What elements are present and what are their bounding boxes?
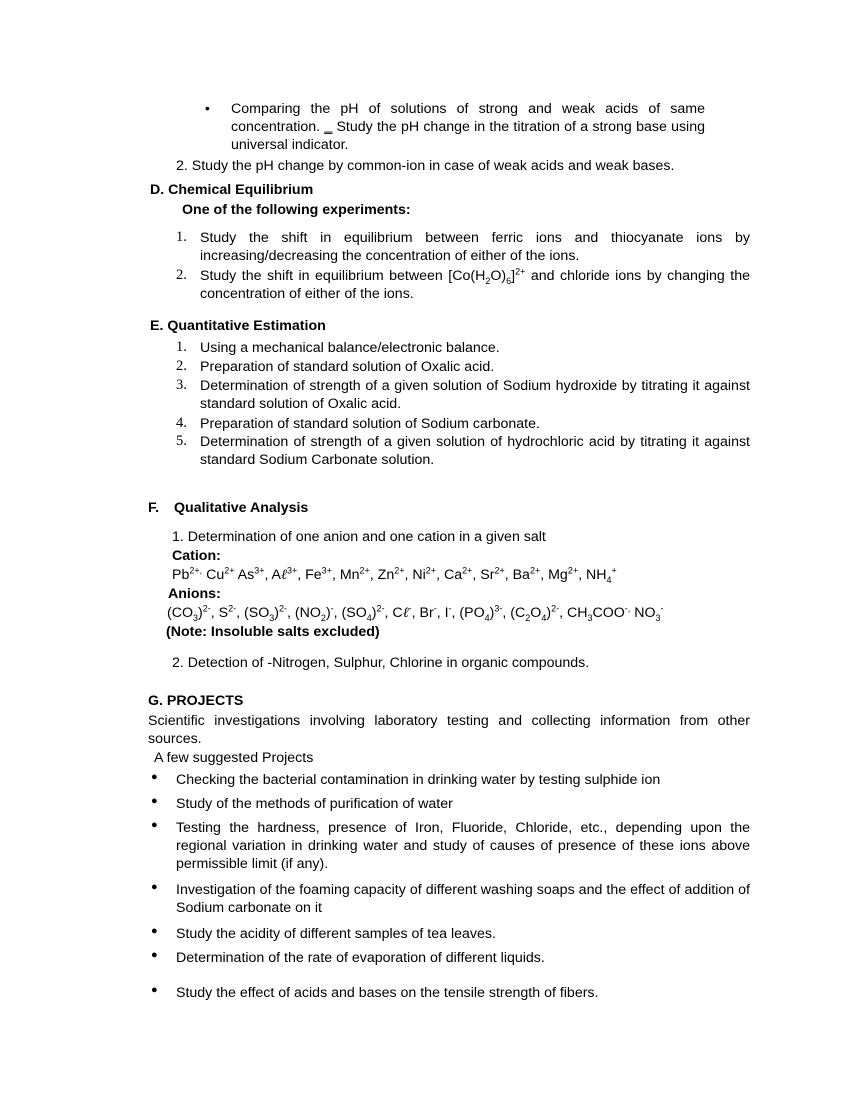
ion-symbol: ) bbox=[489, 605, 495, 621]
superscript: 2- bbox=[551, 603, 560, 614]
superscript: 3- bbox=[494, 603, 503, 614]
list-item-oxalic: Preparation of standard solution of Oxalic acid. bbox=[200, 359, 495, 375]
subscript: 3 bbox=[269, 612, 275, 623]
bullet-marker: ● bbox=[151, 881, 158, 893]
superscript: 2+, bbox=[189, 565, 203, 576]
list-number: 1. bbox=[176, 339, 187, 355]
ion-symbol: , (SO bbox=[236, 605, 270, 621]
list-number: 1. bbox=[176, 229, 187, 245]
anion-ion bbox=[502, 605, 559, 621]
ion-symbol: , Mg bbox=[540, 567, 568, 583]
anion-ion bbox=[211, 605, 236, 621]
ion-symbol: Pb bbox=[172, 567, 190, 583]
ion-symbol: ℓ bbox=[281, 567, 287, 583]
ion-symbol: ℓ bbox=[402, 605, 409, 621]
ion-symbol: (CO bbox=[167, 605, 194, 621]
text-run: Study the shift in equilibrium between [Co(H bbox=[200, 268, 486, 284]
text-run: O) bbox=[490, 268, 507, 284]
ion-symbol: ) bbox=[325, 605, 331, 621]
ion-symbol: , A bbox=[264, 567, 282, 583]
ion-symbol: , Ni bbox=[404, 567, 426, 583]
ion-symbol: , Mn bbox=[331, 567, 360, 583]
subscript: 2 bbox=[525, 612, 531, 623]
note-insoluble: (Note: Insoluble salts excluded) bbox=[166, 624, 380, 640]
ion-symbol: , Ca bbox=[436, 567, 463, 583]
bullet-marker: ● bbox=[151, 819, 158, 831]
project-item: Checking the bacterial contamination in drinking water by testing sulphide ion bbox=[176, 772, 661, 788]
subscript: 6 bbox=[506, 275, 512, 286]
anion-ion bbox=[630, 605, 663, 621]
superscript: -, bbox=[624, 603, 631, 614]
superscript: + bbox=[611, 565, 617, 576]
anion-label: Anions: bbox=[168, 586, 221, 602]
ion-symbol: , Fe bbox=[297, 567, 322, 583]
list-number: 5. bbox=[176, 433, 187, 449]
cation-ion bbox=[405, 567, 437, 583]
item-detection: 2. Detection of -Nitrogen, Sulphur, Chlorine in organic compounds. bbox=[172, 655, 590, 671]
cation-ion bbox=[202, 567, 234, 583]
list-number: 2. bbox=[176, 267, 187, 283]
superscript: 3+ bbox=[321, 565, 332, 576]
ion-symbol: ) bbox=[546, 605, 552, 621]
cation-ion bbox=[540, 567, 578, 583]
section-d-heading: D. Chemical Equilibrium bbox=[150, 182, 314, 198]
superscript: - bbox=[433, 603, 437, 614]
subscript: 2 bbox=[320, 612, 326, 623]
section-g-heading: G. PROJECTS bbox=[148, 693, 244, 709]
project-item: Testing the hardness, presence of Iron, Fluoride, Chloride, etc., depending upon the regional variation in drinking water and study of causes of presence of these ions above permissible limit (if any). bbox=[176, 820, 750, 872]
list-number: 4. bbox=[176, 415, 187, 431]
superscript: 2- bbox=[279, 603, 288, 614]
cation-ion bbox=[332, 567, 370, 583]
cation-ion bbox=[472, 567, 504, 583]
superscript: 2+ bbox=[462, 565, 473, 576]
cation-ion bbox=[578, 567, 617, 583]
ion-symbol: , (NO bbox=[287, 605, 321, 621]
subscript: 4 bbox=[484, 612, 490, 623]
superscript: 2- bbox=[228, 603, 237, 614]
bullet-marker: • bbox=[205, 100, 210, 116]
anion-ion bbox=[334, 605, 385, 621]
section-d-subheading: One of the following experiments: bbox=[182, 202, 411, 218]
cation-ion bbox=[264, 567, 297, 583]
ion-symbol: ) bbox=[371, 605, 377, 621]
project-item: Study the acidity of different samples of tea leaves. bbox=[176, 926, 496, 942]
subscript: 3 bbox=[587, 612, 593, 623]
subscript: 4 bbox=[366, 612, 372, 623]
superscript: - bbox=[660, 603, 664, 614]
anion-ion bbox=[287, 605, 334, 621]
subscript: 3 bbox=[193, 612, 199, 623]
ion-symbol: , C bbox=[384, 605, 403, 621]
ion-symbol: , NH bbox=[578, 567, 607, 583]
superscript: 2+ bbox=[567, 565, 579, 576]
superscript: 2+ bbox=[394, 565, 405, 576]
ion-symbol: NO bbox=[630, 605, 656, 621]
ion-symbol: , Br bbox=[411, 605, 434, 621]
superscript: 2- bbox=[202, 603, 211, 614]
ion-symbol: Cu bbox=[202, 567, 225, 583]
list-item-cobalt bbox=[200, 267, 750, 303]
subscript: 4 bbox=[606, 574, 612, 585]
projects-suggested: A few suggested Projects bbox=[154, 750, 314, 766]
ion-symbol: ) bbox=[198, 605, 203, 621]
superscript: 2+ bbox=[425, 565, 437, 576]
list-number: 2. bbox=[176, 358, 187, 374]
project-item: Investigation of the foaming capacity of different washing soaps and the effect of addition of Sodium carbonate on it bbox=[176, 882, 750, 916]
ion-symbol: , Zn bbox=[369, 567, 395, 583]
bullet-marker: ● bbox=[151, 925, 158, 937]
cation-ion bbox=[436, 567, 472, 583]
bullet-marker: ● bbox=[151, 949, 158, 961]
ion-symbol: ) bbox=[274, 605, 280, 621]
ion-symbol: , Ba bbox=[504, 567, 530, 583]
subscript: 4 bbox=[541, 612, 547, 623]
ion-symbol: O bbox=[530, 605, 542, 621]
section-f-heading: Qualitative Analysis bbox=[174, 500, 309, 516]
cation-ion bbox=[370, 567, 405, 583]
project-item: Study the effect of acids and bases on the tensile strength of fibers. bbox=[176, 985, 599, 1001]
superscript: 2+ bbox=[494, 565, 505, 576]
ion-symbol: , (SO bbox=[333, 605, 367, 621]
cation-ion bbox=[505, 567, 541, 583]
anion-list bbox=[167, 605, 664, 622]
superscript: 2+ bbox=[529, 565, 541, 576]
superscript: - bbox=[408, 603, 412, 614]
list-item-naoh: Determination of strength of a given solution of Sodium hydroxide by titrating it against standard solution of Oxalic acid. bbox=[200, 378, 750, 412]
ion-symbol: As bbox=[234, 567, 255, 583]
ion-symbol: , (C bbox=[502, 605, 526, 621]
cation-ion bbox=[297, 567, 332, 583]
cation-ion bbox=[172, 567, 202, 583]
superscript: - bbox=[330, 603, 334, 614]
anion-ion bbox=[559, 605, 630, 621]
superscript: 2+ bbox=[359, 565, 370, 576]
project-item: Study of the methods of purification of water bbox=[176, 796, 453, 812]
cation-list bbox=[172, 567, 617, 584]
superscript: 2+ bbox=[224, 565, 235, 576]
item-anion-cation: 1. Determination of one anion and one cation in a given salt bbox=[172, 529, 546, 545]
superscript: 2- bbox=[376, 603, 385, 614]
bullet-text-ph-comparison: Comparing the pH of solutions of strong and weak acids of same concentration. ‗ Study the pH change in the titration of a strong base using universal indicator. bbox=[231, 101, 705, 153]
list-item-ferric: Study the shift in equilibrium between ferric ions and thiocyanate ions by increasing/decreasing the concentration of either of the ions. bbox=[200, 230, 750, 264]
superscript: 3+ bbox=[254, 565, 265, 576]
projects-intro: Scientific investigations involving laboratory testing and collecting information from other sources. bbox=[148, 713, 750, 747]
list-item-sodium-carbonate: Preparation of standard solution of Sodium carbonate. bbox=[200, 416, 540, 432]
ion-symbol: COO bbox=[592, 605, 625, 621]
cation-label: Cation: bbox=[172, 548, 221, 564]
anion-ion bbox=[412, 605, 437, 621]
ion-symbol: , S bbox=[210, 605, 229, 621]
text-run: and chloride ions by changing the concentration of either of the ions. bbox=[200, 268, 750, 302]
text-run: ] bbox=[511, 268, 516, 284]
bullet-marker: ● bbox=[151, 771, 158, 783]
anion-ion bbox=[167, 605, 211, 621]
anion-ion bbox=[437, 605, 452, 621]
ion-symbol: , Sr bbox=[472, 567, 495, 583]
subscript: 3 bbox=[655, 612, 661, 623]
section-f-letter: F. bbox=[148, 500, 160, 516]
ion-symbol: , (PO bbox=[451, 605, 485, 621]
subscript: 2 bbox=[485, 275, 491, 286]
anion-ion bbox=[236, 605, 287, 621]
bullet-marker: ● bbox=[151, 984, 158, 996]
list-number: 3. bbox=[176, 377, 187, 393]
anion-ion bbox=[452, 605, 503, 621]
list-item-hcl: Determination of strength of a given solution of hydrochloric acid by titrating it against standard Sodium Carbonate solution. bbox=[200, 434, 750, 468]
bullet-marker: ● bbox=[151, 795, 158, 807]
project-item: Determination of the rate of evaporation of different liquids. bbox=[176, 950, 545, 966]
item-common-ion: 2. Study the pH change by common-ion in case of weak acids and weak bases. bbox=[176, 158, 675, 174]
ion-symbol: , CH bbox=[559, 605, 588, 621]
anion-ion bbox=[385, 605, 412, 621]
list-item-balance: Using a mechanical balance/electronic balance. bbox=[200, 340, 500, 356]
superscript: 3+ bbox=[286, 565, 298, 576]
section-e-heading: E. Quantitative Estimation bbox=[150, 318, 326, 334]
cation-ion bbox=[234, 567, 264, 583]
ion-symbol: , I bbox=[436, 605, 449, 621]
superscript: 2+ bbox=[515, 266, 526, 277]
superscript: - bbox=[448, 603, 452, 614]
